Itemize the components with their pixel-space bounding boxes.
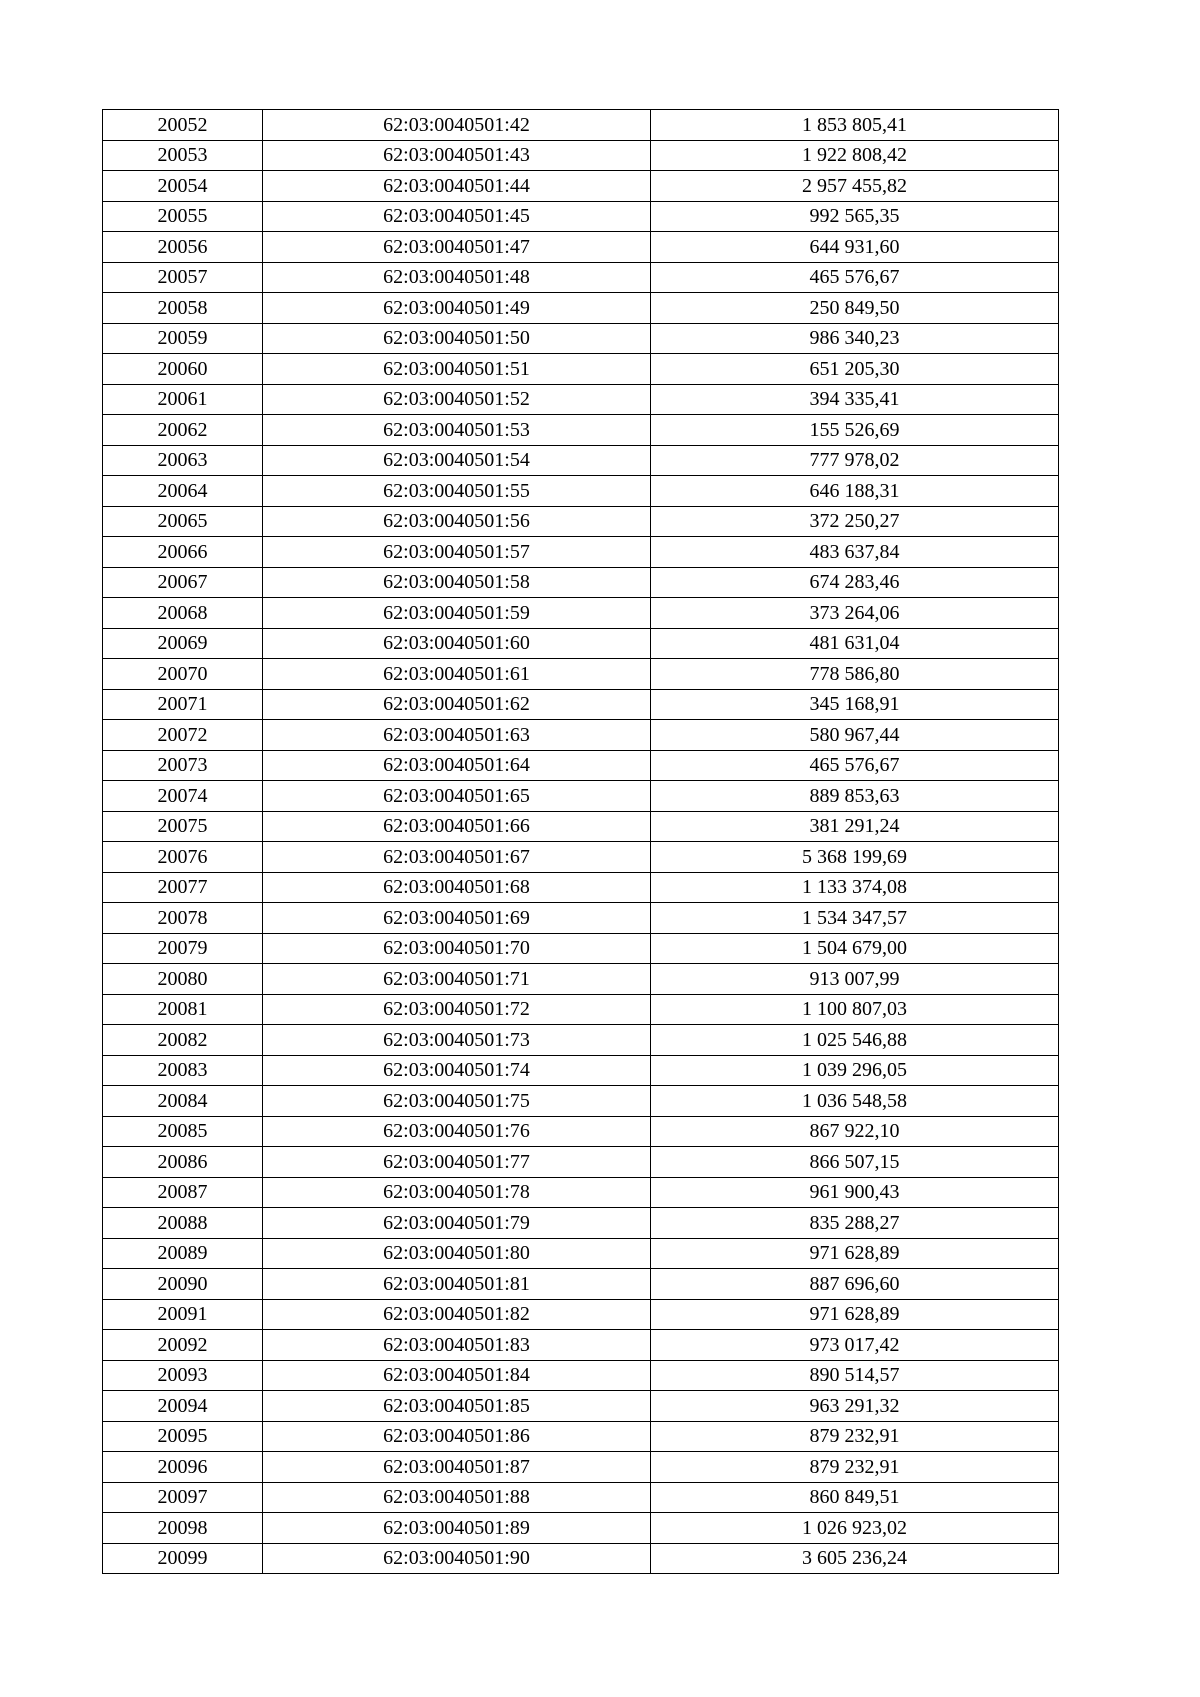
table-row bbox=[103, 445, 1059, 476]
table-row bbox=[103, 1055, 1059, 1086]
table-row bbox=[103, 506, 1059, 537]
cadastral-number-cell: 62:03:0040501:83 bbox=[263, 1330, 651, 1361]
row-number-cell: 20069 bbox=[103, 628, 263, 659]
row-number-cell: 20087 bbox=[103, 1177, 263, 1208]
cadastral-number-cell: 62:03:0040501:74 bbox=[263, 1055, 651, 1086]
row-number-cell: 20097 bbox=[103, 1482, 263, 1513]
row-number-cell: 20080 bbox=[103, 964, 263, 995]
row-number-cell: 20060 bbox=[103, 354, 263, 385]
row-number-cell: 20057 bbox=[103, 262, 263, 293]
cadastral-number-cell: 62:03:0040501:48 bbox=[263, 262, 651, 293]
cadastral-number-cell: 62:03:0040501:88 bbox=[263, 1482, 651, 1513]
table-row bbox=[103, 110, 1059, 141]
cadastral-value-cell: 778 586,80 bbox=[651, 659, 1059, 690]
cadastral-number-cell: 62:03:0040501:69 bbox=[263, 903, 651, 934]
table-row bbox=[103, 1482, 1059, 1513]
cadastral-number-cell: 62:03:0040501:72 bbox=[263, 994, 651, 1025]
cadastral-value-cell: 483 637,84 bbox=[651, 537, 1059, 568]
cadastral-number-cell: 62:03:0040501:86 bbox=[263, 1421, 651, 1452]
row-number-cell: 20093 bbox=[103, 1360, 263, 1391]
row-number-cell: 20064 bbox=[103, 476, 263, 507]
table-row bbox=[103, 1238, 1059, 1269]
row-number-cell: 20086 bbox=[103, 1147, 263, 1178]
cadastral-number-cell: 62:03:0040501:60 bbox=[263, 628, 651, 659]
table-row bbox=[103, 323, 1059, 354]
cadastral-value-cell: 250 849,50 bbox=[651, 293, 1059, 324]
table-row bbox=[103, 1391, 1059, 1422]
cadastral-number-cell: 62:03:0040501:76 bbox=[263, 1116, 651, 1147]
cadastral-value-cell: 1 534 347,57 bbox=[651, 903, 1059, 934]
row-number-cell: 20089 bbox=[103, 1238, 263, 1269]
cadastral-value-table bbox=[102, 109, 1059, 1574]
cadastral-value-cell: 1 922 808,42 bbox=[651, 140, 1059, 171]
table-row bbox=[103, 1116, 1059, 1147]
cadastral-number-cell: 62:03:0040501:43 bbox=[263, 140, 651, 171]
cadastral-number-cell: 62:03:0040501:89 bbox=[263, 1513, 651, 1544]
row-number-cell: 20066 bbox=[103, 537, 263, 568]
row-number-cell: 20074 bbox=[103, 781, 263, 812]
cadastral-number-cell: 62:03:0040501:62 bbox=[263, 689, 651, 720]
cadastral-number-cell: 62:03:0040501:77 bbox=[263, 1147, 651, 1178]
cadastral-number-cell: 62:03:0040501:78 bbox=[263, 1177, 651, 1208]
row-number-cell: 20056 bbox=[103, 232, 263, 263]
cadastral-value-cell: 381 291,24 bbox=[651, 811, 1059, 842]
cadastral-number-cell: 62:03:0040501:90 bbox=[263, 1543, 651, 1574]
cadastral-number-cell: 62:03:0040501:75 bbox=[263, 1086, 651, 1117]
cadastral-number-cell: 62:03:0040501:82 bbox=[263, 1299, 651, 1330]
cadastral-number-cell: 62:03:0040501:68 bbox=[263, 872, 651, 903]
cadastral-number-cell: 62:03:0040501:59 bbox=[263, 598, 651, 629]
table-row bbox=[103, 933, 1059, 964]
cadastral-value-cell: 1 504 679,00 bbox=[651, 933, 1059, 964]
row-number-cell: 20054 bbox=[103, 171, 263, 202]
cadastral-value-cell: 674 283,46 bbox=[651, 567, 1059, 598]
row-number-cell: 20098 bbox=[103, 1513, 263, 1544]
cadastral-value-cell: 373 264,06 bbox=[651, 598, 1059, 629]
table-row bbox=[103, 903, 1059, 934]
cadastral-number-cell: 62:03:0040501:51 bbox=[263, 354, 651, 385]
cadastral-value-cell: 372 250,27 bbox=[651, 506, 1059, 537]
cadastral-value-cell: 860 849,51 bbox=[651, 1482, 1059, 1513]
cadastral-value-cell: 992 565,35 bbox=[651, 201, 1059, 232]
cadastral-number-cell: 62:03:0040501:47 bbox=[263, 232, 651, 263]
cadastral-number-cell: 62:03:0040501:53 bbox=[263, 415, 651, 446]
table-row bbox=[103, 1177, 1059, 1208]
cadastral-number-cell: 62:03:0040501:85 bbox=[263, 1391, 651, 1422]
table-row bbox=[103, 720, 1059, 751]
cadastral-number-cell: 62:03:0040501:79 bbox=[263, 1208, 651, 1239]
cadastral-value-cell: 879 232,91 bbox=[651, 1452, 1059, 1483]
cadastral-value-cell: 1 100 807,03 bbox=[651, 994, 1059, 1025]
cadastral-number-cell: 62:03:0040501:73 bbox=[263, 1025, 651, 1056]
row-number-cell: 20068 bbox=[103, 598, 263, 629]
cadastral-value-cell: 2 957 455,82 bbox=[651, 171, 1059, 202]
cadastral-value-cell: 913 007,99 bbox=[651, 964, 1059, 995]
cadastral-number-cell: 62:03:0040501:87 bbox=[263, 1452, 651, 1483]
cadastral-number-cell: 62:03:0040501:70 bbox=[263, 933, 651, 964]
row-number-cell: 20095 bbox=[103, 1421, 263, 1452]
cadastral-value-cell: 971 628,89 bbox=[651, 1299, 1059, 1330]
row-number-cell: 20091 bbox=[103, 1299, 263, 1330]
table-row bbox=[103, 689, 1059, 720]
table-row bbox=[103, 1147, 1059, 1178]
cadastral-value-cell: 1 036 548,58 bbox=[651, 1086, 1059, 1117]
cadastral-number-cell: 62:03:0040501:42 bbox=[263, 110, 651, 141]
row-number-cell: 20079 bbox=[103, 933, 263, 964]
cadastral-number-cell: 62:03:0040501:44 bbox=[263, 171, 651, 202]
cadastral-value-cell: 1 026 923,02 bbox=[651, 1513, 1059, 1544]
table-row bbox=[103, 659, 1059, 690]
row-number-cell: 20077 bbox=[103, 872, 263, 903]
row-number-cell: 20092 bbox=[103, 1330, 263, 1361]
row-number-cell: 20070 bbox=[103, 659, 263, 690]
row-number-cell: 20065 bbox=[103, 506, 263, 537]
table-row bbox=[103, 1086, 1059, 1117]
cadastral-number-cell: 62:03:0040501:67 bbox=[263, 842, 651, 873]
table-row bbox=[103, 628, 1059, 659]
table-row bbox=[103, 232, 1059, 263]
table-row bbox=[103, 384, 1059, 415]
cadastral-value-cell: 481 631,04 bbox=[651, 628, 1059, 659]
table-row bbox=[103, 140, 1059, 171]
cadastral-value-cell: 345 168,91 bbox=[651, 689, 1059, 720]
cadastral-value-cell: 890 514,57 bbox=[651, 1360, 1059, 1391]
table-row bbox=[103, 598, 1059, 629]
cadastral-value-cell: 867 922,10 bbox=[651, 1116, 1059, 1147]
cadastral-value-cell: 887 696,60 bbox=[651, 1269, 1059, 1300]
cadastral-value-cell: 1 039 296,05 bbox=[651, 1055, 1059, 1086]
cadastral-number-cell: 62:03:0040501:81 bbox=[263, 1269, 651, 1300]
cadastral-value-cell: 986 340,23 bbox=[651, 323, 1059, 354]
cadastral-value-cell: 465 576,67 bbox=[651, 750, 1059, 781]
row-number-cell: 20075 bbox=[103, 811, 263, 842]
table-row bbox=[103, 537, 1059, 568]
cadastral-value-cell: 5 368 199,69 bbox=[651, 842, 1059, 873]
row-number-cell: 20088 bbox=[103, 1208, 263, 1239]
cadastral-number-cell: 62:03:0040501:64 bbox=[263, 750, 651, 781]
cadastral-number-cell: 62:03:0040501:71 bbox=[263, 964, 651, 995]
row-number-cell: 20061 bbox=[103, 384, 263, 415]
table-row bbox=[103, 1269, 1059, 1300]
table-row bbox=[103, 994, 1059, 1025]
table-row bbox=[103, 415, 1059, 446]
table-row bbox=[103, 750, 1059, 781]
cadastral-value-cell: 646 188,31 bbox=[651, 476, 1059, 507]
table-row bbox=[103, 354, 1059, 385]
row-number-cell: 20094 bbox=[103, 1391, 263, 1422]
table-row bbox=[103, 1421, 1059, 1452]
row-number-cell: 20052 bbox=[103, 110, 263, 141]
cadastral-number-cell: 62:03:0040501:84 bbox=[263, 1360, 651, 1391]
table-row bbox=[103, 1025, 1059, 1056]
row-number-cell: 20099 bbox=[103, 1543, 263, 1574]
row-number-cell: 20084 bbox=[103, 1086, 263, 1117]
cadastral-number-cell: 62:03:0040501:52 bbox=[263, 384, 651, 415]
table-row bbox=[103, 872, 1059, 903]
row-number-cell: 20078 bbox=[103, 903, 263, 934]
cadastral-number-cell: 62:03:0040501:56 bbox=[263, 506, 651, 537]
cadastral-value-cell: 961 900,43 bbox=[651, 1177, 1059, 1208]
cadastral-value-cell: 580 967,44 bbox=[651, 720, 1059, 751]
cadastral-number-cell: 62:03:0040501:66 bbox=[263, 811, 651, 842]
table-row bbox=[103, 1208, 1059, 1239]
row-number-cell: 20055 bbox=[103, 201, 263, 232]
table-row bbox=[103, 171, 1059, 202]
cadastral-number-cell: 62:03:0040501:50 bbox=[263, 323, 651, 354]
row-number-cell: 20072 bbox=[103, 720, 263, 751]
cadastral-value-cell: 465 576,67 bbox=[651, 262, 1059, 293]
table-row bbox=[103, 1299, 1059, 1330]
cadastral-value-cell: 971 628,89 bbox=[651, 1238, 1059, 1269]
cadastral-value-cell: 394 335,41 bbox=[651, 384, 1059, 415]
row-number-cell: 20053 bbox=[103, 140, 263, 171]
table-row bbox=[103, 1330, 1059, 1361]
cadastral-value-cell: 777 978,02 bbox=[651, 445, 1059, 476]
cadastral-value-cell: 651 205,30 bbox=[651, 354, 1059, 385]
cadastral-value-cell: 866 507,15 bbox=[651, 1147, 1059, 1178]
table-row bbox=[103, 1360, 1059, 1391]
cadastral-value-cell: 3 605 236,24 bbox=[651, 1543, 1059, 1574]
row-number-cell: 20090 bbox=[103, 1269, 263, 1300]
table-row bbox=[103, 1513, 1059, 1544]
table-body bbox=[103, 110, 1059, 1574]
cadastral-value-cell: 973 017,42 bbox=[651, 1330, 1059, 1361]
cadastral-number-cell: 62:03:0040501:65 bbox=[263, 781, 651, 812]
table-row bbox=[103, 811, 1059, 842]
row-number-cell: 20081 bbox=[103, 994, 263, 1025]
table-row bbox=[103, 476, 1059, 507]
cadastral-number-cell: 62:03:0040501:58 bbox=[263, 567, 651, 598]
row-number-cell: 20096 bbox=[103, 1452, 263, 1483]
cadastral-number-cell: 62:03:0040501:54 bbox=[263, 445, 651, 476]
row-number-cell: 20085 bbox=[103, 1116, 263, 1147]
cadastral-number-cell: 62:03:0040501:55 bbox=[263, 476, 651, 507]
table-row bbox=[103, 293, 1059, 324]
cadastral-value-cell: 889 853,63 bbox=[651, 781, 1059, 812]
cadastral-value-cell: 835 288,27 bbox=[651, 1208, 1059, 1239]
cadastral-number-cell: 62:03:0040501:80 bbox=[263, 1238, 651, 1269]
table-row bbox=[103, 567, 1059, 598]
cadastral-number-cell: 62:03:0040501:57 bbox=[263, 537, 651, 568]
row-number-cell: 20058 bbox=[103, 293, 263, 324]
cadastral-number-cell: 62:03:0040501:49 bbox=[263, 293, 651, 324]
table-row bbox=[103, 1543, 1059, 1574]
cadastral-value-cell: 963 291,32 bbox=[651, 1391, 1059, 1422]
cadastral-value-cell: 1 025 546,88 bbox=[651, 1025, 1059, 1056]
row-number-cell: 20059 bbox=[103, 323, 263, 354]
table-row bbox=[103, 262, 1059, 293]
cadastral-number-cell: 62:03:0040501:61 bbox=[263, 659, 651, 690]
row-number-cell: 20067 bbox=[103, 567, 263, 598]
row-number-cell: 20073 bbox=[103, 750, 263, 781]
cadastral-value-cell: 1 853 805,41 bbox=[651, 110, 1059, 141]
row-number-cell: 20071 bbox=[103, 689, 263, 720]
table-row bbox=[103, 964, 1059, 995]
cadastral-value-cell: 879 232,91 bbox=[651, 1421, 1059, 1452]
row-number-cell: 20082 bbox=[103, 1025, 263, 1056]
cadastral-number-cell: 62:03:0040501:45 bbox=[263, 201, 651, 232]
table-row bbox=[103, 1452, 1059, 1483]
table-row bbox=[103, 842, 1059, 873]
cadastral-number-cell: 62:03:0040501:63 bbox=[263, 720, 651, 751]
table-row bbox=[103, 781, 1059, 812]
cadastral-value-cell: 644 931,60 bbox=[651, 232, 1059, 263]
row-number-cell: 20083 bbox=[103, 1055, 263, 1086]
row-number-cell: 20063 bbox=[103, 445, 263, 476]
row-number-cell: 20076 bbox=[103, 842, 263, 873]
table-row bbox=[103, 201, 1059, 232]
row-number-cell: 20062 bbox=[103, 415, 263, 446]
cadastral-value-cell: 155 526,69 bbox=[651, 415, 1059, 446]
cadastral-value-cell: 1 133 374,08 bbox=[651, 872, 1059, 903]
